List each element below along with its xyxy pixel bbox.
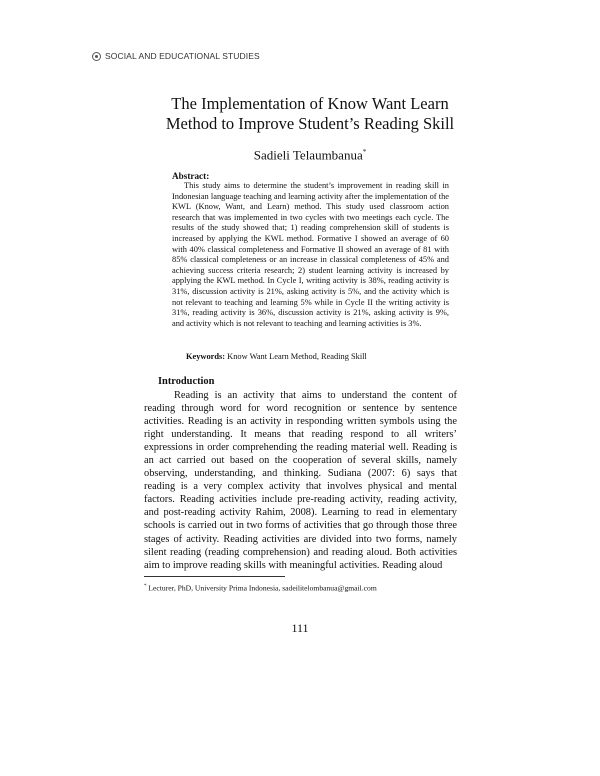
title-line-1: The Implementation of Know Want Learn (171, 94, 449, 113)
running-head-text: SOCIAL AND EDUCATIONAL STUDIES (105, 51, 260, 61)
footnote-marker: * (144, 584, 147, 589)
keywords-text: Know Want Learn Method, Reading Skill (227, 352, 367, 361)
footnote (144, 582, 464, 594)
title-line-2: Method to Improve Student’s Reading Skill (165, 114, 455, 133)
author-footnote-marker: * (362, 148, 367, 156)
footnote-text: Lecturer, PhD, University Prima Indonesia, sadeilitelombanua@gmail.com (148, 583, 377, 593)
keywords (160, 352, 460, 363)
introduction-text: Reading is an activity that aims to understand the content of reading through word for word recognition or sentence by sentence activities. Reading is an activity in responding written symbols using the right understanding. It means that reading respond to all writers’ expressions in order comprehending the reading material well. Reading is an act carried out based on the cooperation of several skills, namely observing, understanding, and thinking. Sudiana (2007: 6) says that reading is a very complex activity that involves physical and mental factors. Reading activities include pre-reading activity, reading activity, and post-reading activity Rahim, 2008). Learning to read in elementary schools is carried out in two forms of activities that go through those three stages of activity. Reading activities are divided into two forms, namely silent reading (reading comprehension) and reading aloud. Both activities aim to improve reading skills with meaningful activities. Reading aloud (144, 390, 457, 571)
page-number: 111 (291, 621, 309, 635)
abstract-heading: Abstract: (172, 171, 210, 181)
abstract-text: This study aims to determine the student’s improvement in reading skill in Indonesian language teaching and learning activity after the implementation of the KWL (Know, Want, and Learn) method. This study used classroom action research that was implemented in two cycles with two meetings each cycle. The results of the study showed that; 1) reading comprehension skill of students is increased by applying the KWL method. Formative I showed an average of 60 with 40% classical completeness and Formative II showed an average of 81 with 85% classical completeness or an increase in classical completeness of 45% and achieving success criteria research; 2) student learning activity is increased by applying the KWL method. In Cycle I, writing activity is 38%, reading activity is 31%, discussion activity is 21%, asking activity is 5%, and the activity which is not relevant to teaching and learning 5% while in Cycle II the writing activity is 31%, reading activity is 36%, discussion activity is 21%, asking activity is 9%, and activity which is not relevant to teaching and learning activities is 3%. (172, 181, 449, 328)
footnote-divider (144, 576, 285, 577)
running-head (92, 51, 260, 61)
introduction-heading: Introduction (158, 376, 215, 387)
author-name: Sadieli Telaumbanua (253, 147, 363, 163)
paper-title (140, 94, 480, 134)
circle-icon (92, 52, 101, 61)
keywords-label: Keywords: (186, 352, 226, 361)
author (140, 144, 480, 163)
